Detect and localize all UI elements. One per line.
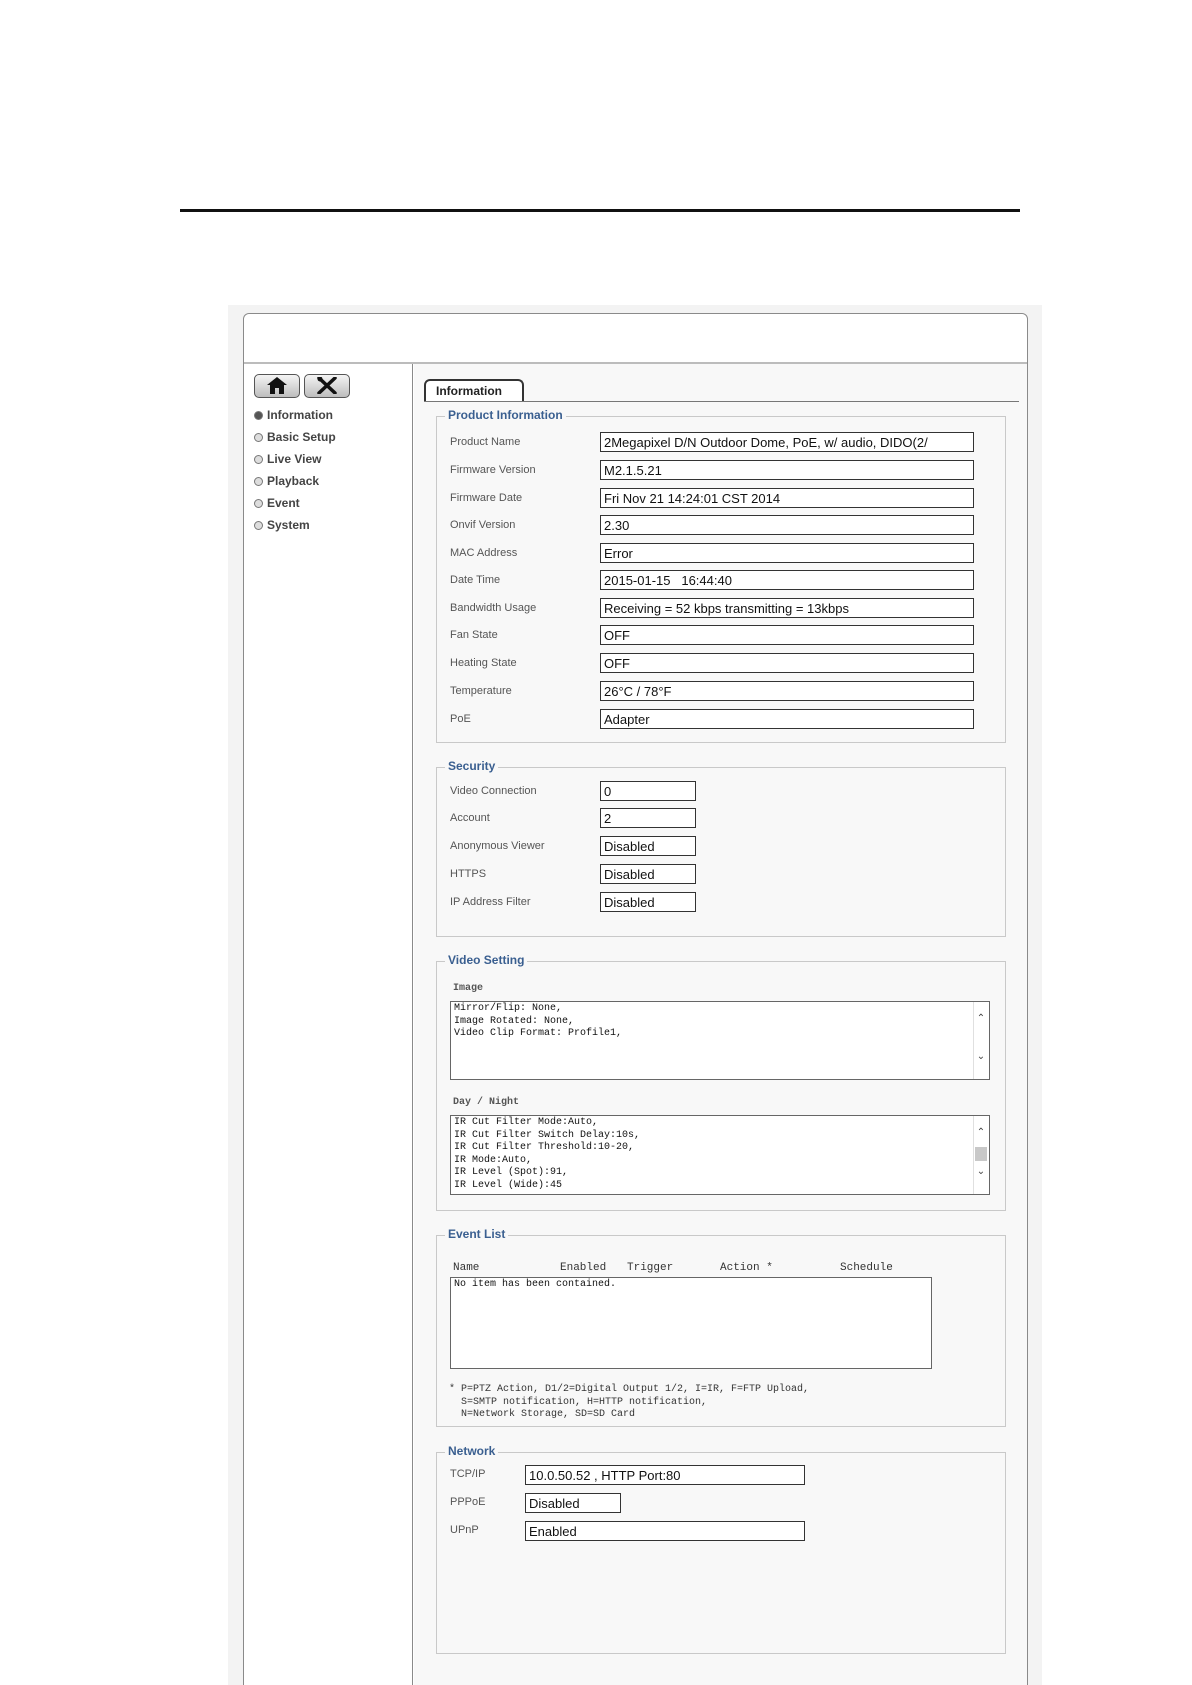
account-field[interactable]: 2 [600,808,696,828]
bullet-icon [254,433,263,442]
field-label: Video Connection [450,785,537,797]
selected-bullet-icon [254,411,263,420]
field-label: IP Address Filter [450,896,531,908]
scroll-up-icon[interactable]: ⌃ [976,1127,986,1138]
image-settings-textarea[interactable] [450,1001,990,1080]
sidebar [244,364,413,1685]
nav-item-label: Playback [267,474,320,488]
group-legend: Product Information [445,408,566,422]
scroll-up-icon[interactable]: ⌃ [976,1013,986,1024]
security-group [436,759,1006,937]
video-setting-group [436,953,1006,1211]
bandwidth-usage-field[interactable]: Receiving = 52 kbps transmitting = 13kbps [600,598,974,618]
bullet-icon [254,499,263,508]
settings-button[interactable] [304,374,350,398]
event-list-box[interactable] [450,1277,932,1369]
event-action-legend: * P=PTZ Action, D1/2=Digital Output 1/2, I=IR, F=FTP Upload, S=SMTP notification, H=HTTP notification, N=Network Storage, SD=SD Card [449,1384,810,1420]
field-label: Firmware Date [450,492,523,504]
field-label: Heating State [450,657,517,669]
tab-underline [424,401,1019,402]
group-legend: Video Setting [445,953,527,967]
group-legend: Event List [445,1227,508,1241]
header-bar [244,314,1027,364]
nav-item-label: System [267,518,310,532]
field-label: Temperature [450,685,512,697]
field-label: Date Time [450,574,501,586]
bullet-icon [254,477,263,486]
event-list-empty-text: No item has been contained. [454,1279,617,1290]
nav-item-event[interactable] [254,492,336,514]
heating-state-field[interactable]: OFF [600,653,974,673]
day-night-sublabel: Day / Night [453,1097,520,1108]
firmware-version-field[interactable]: M2.1.5.21 [600,460,974,480]
field-label: Onvif Version [450,519,516,531]
field-label: HTTPS [450,868,487,880]
tcp-ip-field[interactable]: 10.0.50.52 , HTTP Port:80 [525,1465,805,1485]
image-sublabel: Image [453,983,484,994]
bullet-icon [254,521,263,530]
fan-state-field[interactable]: OFF [600,625,974,645]
anonymous-viewer-field[interactable]: Disabled [600,836,696,856]
field-label: Account [450,812,490,824]
field-label: PPPoE [450,1496,486,1508]
scroll-down-icon[interactable]: ⌄ [976,1166,986,1177]
scroll-down-icon[interactable]: ⌄ [976,1051,986,1062]
browser-frame [228,305,1042,1685]
temperature-field[interactable]: 26°C / 78°F [600,681,974,701]
firmware-date-field[interactable]: Fri Nov 21 14:24:01 CST 2014 [600,488,974,508]
home-icon [267,377,287,394]
home-button[interactable] [254,374,300,398]
nav-item-playback[interactable] [254,470,336,492]
nav-item-label: Information [267,408,333,422]
nav-item-live-view[interactable] [254,448,336,470]
field-label: Firmware Version [450,464,536,476]
product-information-group [436,408,1006,743]
ip-address-filter-field[interactable]: Disabled [600,892,696,912]
field-label: MAC Address [450,547,518,559]
day-night-textarea[interactable] [450,1115,990,1195]
field-label: UPnP [450,1524,479,1536]
column-header-trigger: Trigger [627,1262,674,1274]
field-label: Product Name [450,436,521,448]
https-field[interactable]: Disabled [600,864,696,884]
network-group [436,1444,1006,1654]
column-header-name: Name [453,1262,480,1274]
scrollbar[interactable] [973,1116,989,1194]
column-header-action: Action * [720,1262,773,1274]
camera-web-ui [243,313,1028,1685]
nav-item-label: Basic Setup [267,430,336,444]
nav-item-information[interactable] [254,404,336,426]
mac-address-field[interactable]: Error [600,543,974,563]
date-time-field[interactable]: 2015-01-15 16:44:40 [600,570,974,590]
nav-item-basic-setup[interactable] [254,426,336,448]
field-label: Bandwidth Usage [450,602,537,614]
nav-item-system[interactable] [254,514,336,536]
column-header-enabled: Enabled [560,1262,607,1274]
video-connection-field[interactable]: 0 [600,781,696,801]
field-label: Anonymous Viewer [450,840,545,852]
group-legend: Network [445,1444,498,1458]
field-label: TCP/IP [450,1468,486,1480]
nav-menu [254,404,336,536]
nav-item-label: Event [267,496,300,510]
group-legend: Security [445,759,498,773]
field-label: PoE [450,713,471,725]
main-content [414,364,1027,1685]
event-list-group [436,1227,1006,1427]
upnp-field[interactable]: Enabled [525,1521,805,1541]
scroll-thumb[interactable] [975,1147,987,1161]
image-settings-text: Mirror/Flip: None, Image Rotated: None, Video Clip Format: Profile1, [454,1003,623,1039]
tab-information[interactable]: Information [424,379,524,401]
bullet-icon [254,455,263,464]
nav-item-label: Live View [267,452,322,466]
onvif-version-field[interactable]: 2.30 [600,515,974,535]
poe-field[interactable]: Adapter [600,709,974,729]
column-header-schedule: Schedule [840,1262,893,1274]
pppoe-field[interactable]: Disabled [525,1493,621,1513]
tools-icon [317,377,337,394]
field-label: Fan State [450,629,498,641]
scrollbar[interactable] [973,1002,989,1079]
product-name-field[interactable]: 2Megapixel D/N Outdoor Dome, PoE, w/ audio, DIDO(2/ [600,432,974,452]
day-night-text: IR Cut Filter Mode:Auto, IR Cut Filter Switch Delay:10s, IR Cut Filter Threshold:10-20, IR Mode:Auto, IR Level (Spot):91, IR Level (Wide):45 [454,1117,641,1191]
page-divider [180,209,1020,212]
